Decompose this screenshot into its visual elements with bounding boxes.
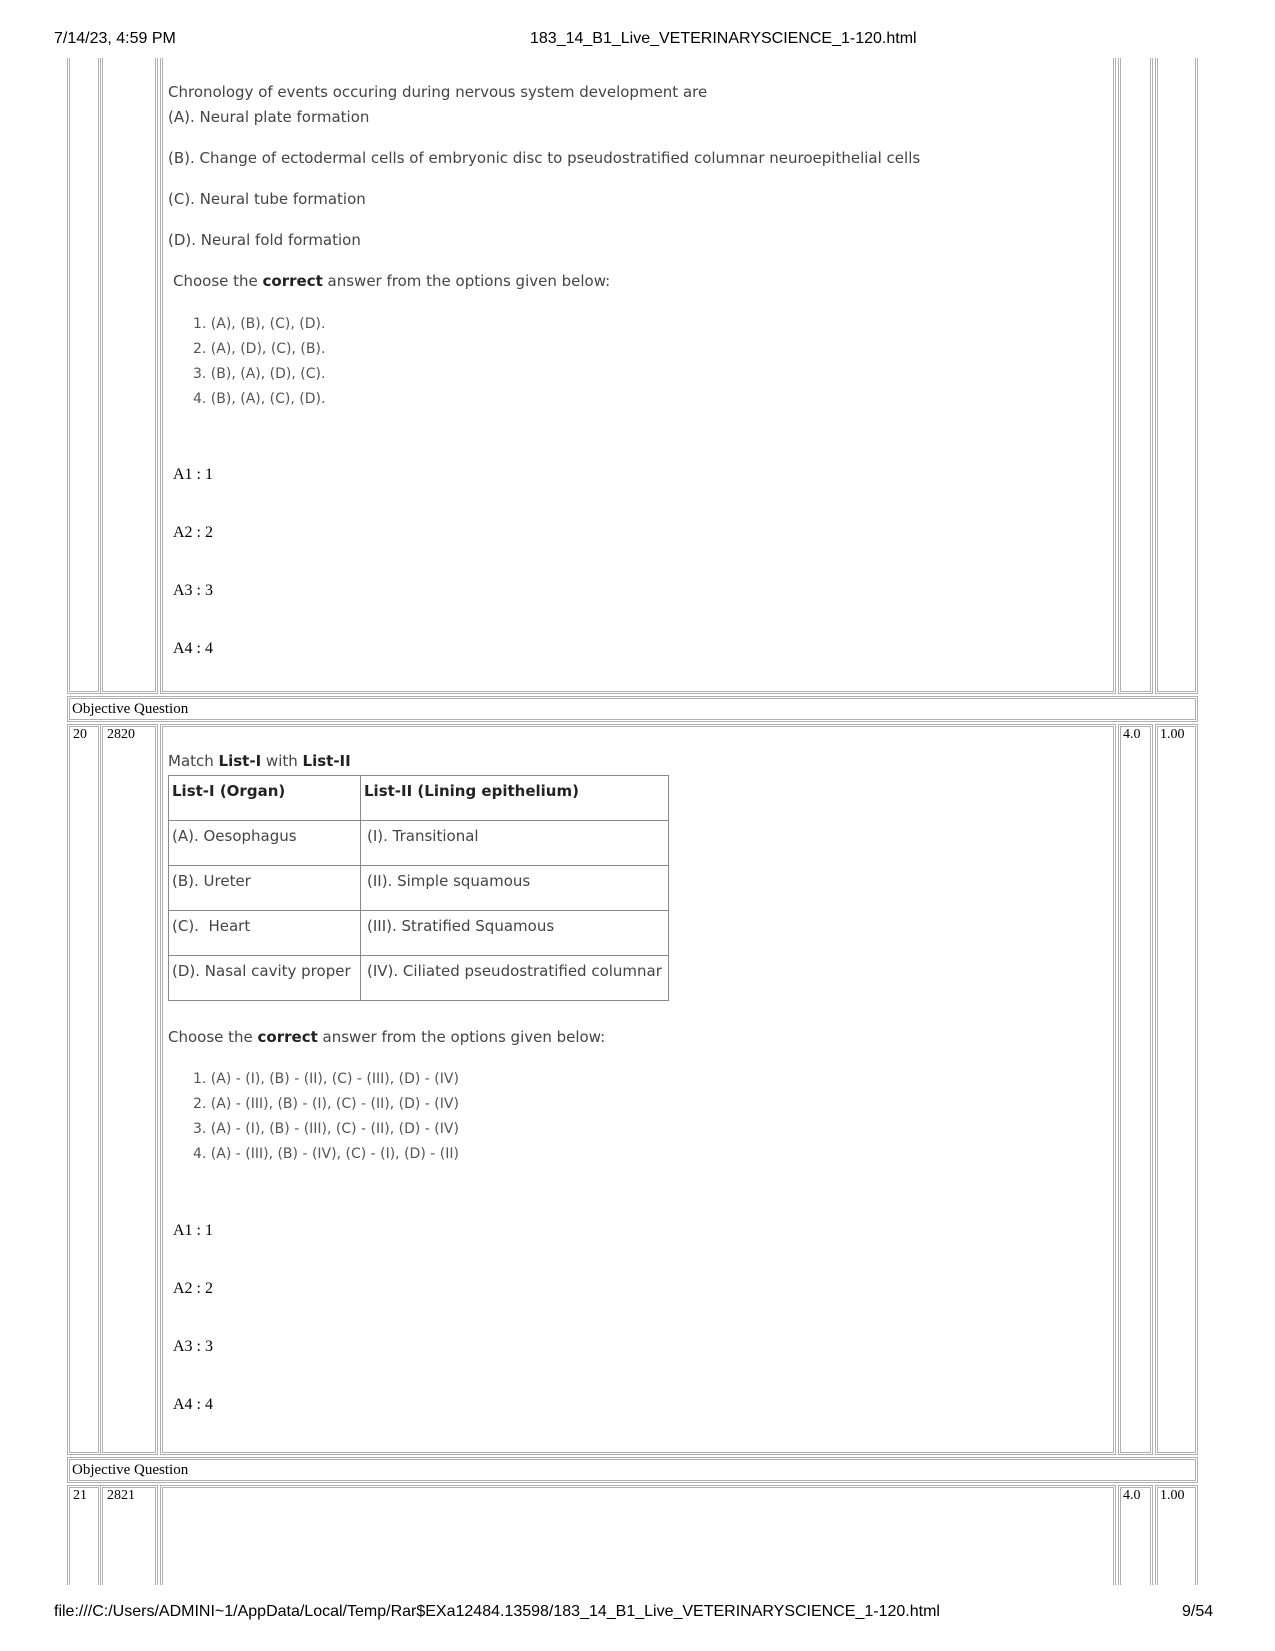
q19-sno-cell [67,58,101,694]
q20-option-1: 1. (A) - (I), (B) - (II), (C) - (III), (D) - (IV) [193,1071,459,1087]
q21-serial-number: 21 [73,1488,87,1503]
table-row [169,911,669,956]
table-cell: (I). Transitional [361,821,669,866]
table-row [169,866,669,911]
q19-statement-a: (A). Neural plate formation [168,108,370,126]
print-datetime: 7/14/23, 4:59 PM [54,30,176,47]
q21-marks: 4.0 [1123,1488,1141,1503]
q19-options-list [193,312,325,412]
q20-answer-3: A3 : 3 [173,1338,213,1355]
q20-option-3: 3. (A) - (I), (B) - (III), (C) - (II), (D) - (IV) [193,1121,459,1137]
section-label-row [67,1457,1198,1483]
q20-negative-marks: 1.00 [1160,727,1185,742]
table-cell: (B). Ureter [169,866,361,911]
q20-match-table [168,775,669,1001]
q20-option-2: 2. (A) - (III), (B) - (I), (C) - (II), (D) - (IV) [193,1096,459,1112]
table-header-list-ii: List-II (Lining epithelium) [361,776,669,821]
q20-marks-cell [1118,724,1153,1455]
q20-answer-4: A4 : 4 [173,1396,213,1413]
q21-question-cell [160,1485,1116,1585]
q19-answer-3: A3 : 3 [173,582,213,599]
q19-instruction: Choose the correct answer from the options given below: [173,272,611,290]
page-number: 9/54 [1182,1603,1214,1620]
table-row [169,821,669,866]
q20-serial-number: 20 [73,727,87,742]
print-file-path: file:///C:/Users/ADMINI~1/AppData/Local/Temp/Rar$EXa12484.13598/183_14_B1_Live_VETERINARYSCIENCE_1-120.html [54,1603,940,1620]
q19-option-2: 2. (A), (D), (C), (B). [193,341,326,357]
section-label: Objective Question [72,701,189,717]
q20-answer-2: A2 : 2 [173,1280,213,1297]
table-cell: (D). Nasal cavity proper [169,956,361,1001]
table-cell: (IV). Ciliated pseudostratified columnar [361,956,669,1001]
q19-marks-cell [1118,58,1153,694]
table-header-row [169,776,669,821]
table-header-list-i: List-I (Organ) [169,776,361,821]
q19-question-text [168,80,1098,294]
table-row [169,956,669,1001]
q19-answer-4: A4 : 4 [173,640,213,657]
q19-answer-2: A2 : 2 [173,524,213,541]
table-cell: (C). Heart [169,911,361,956]
q19-answer-1: A1 : 1 [173,466,213,483]
q19-option-4: 4. (B), (A), (C), (D). [193,391,326,407]
table-cell: (A). Oesophagus [169,821,361,866]
section-label: Objective Question [72,1462,189,1478]
q21-negative-marks: 1.00 [1160,1488,1185,1503]
print-title: 183_14_B1_Live_VETERINARYSCIENCE_1-120.html [530,30,917,47]
q20-sno-cell [67,724,101,1455]
q19-statement-d: (D). Neural fold formation [168,231,361,249]
q20-answer-1: A1 : 1 [173,1222,213,1239]
q19-option-1: 1. (A), (B), (C), (D). [193,316,326,332]
q19-stem: Chronology of events occuring during nervous system development are [168,83,708,101]
q20-instruction: Choose the correct answer from the options given below: [168,1028,606,1046]
q21-question-id: 2821 [107,1488,135,1503]
table-cell: (III). Stratified Squamous [361,911,669,956]
q20-options-list [193,1067,459,1167]
q19-option-3: 3. (B), (A), (D), (C). [193,366,326,382]
q20-marks: 4.0 [1123,727,1141,742]
q19-qid-cell [100,58,158,694]
table-cell: (II). Simple squamous [361,866,669,911]
q19-neg-cell [1155,58,1198,694]
q20-question-id: 2820 [107,727,135,742]
q20-option-4: 4. (A) - (III), (B) - (IV), (C) - (I), (D) - (II) [193,1146,459,1162]
section-label-row [67,696,1198,722]
q19-statement-b: (B). Change of ectodermal cells of embryonic disc to pseudostratified columnar neuroepithelial cells [168,149,921,167]
q20-qid-cell [100,724,158,1455]
q19-statement-c: (C). Neural tube formation [168,190,366,208]
q20-neg-cell [1155,724,1198,1455]
q20-intro: Match List-I with List-II [168,752,351,770]
